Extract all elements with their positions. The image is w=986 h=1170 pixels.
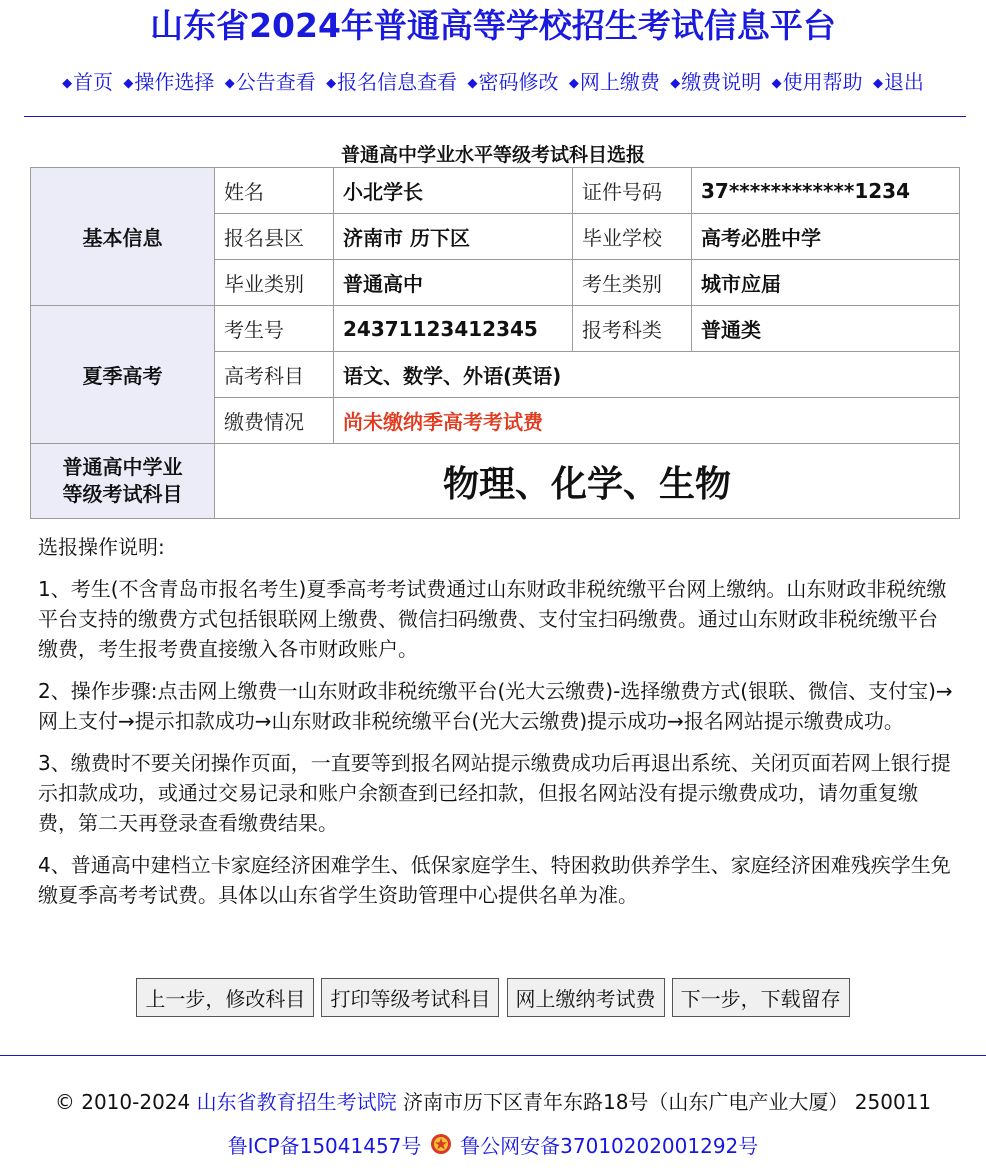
nav-password[interactable]: ◆密码修改 xyxy=(467,70,559,94)
page-title: 山东省2024年普通高等学校招生考试信息平台 xyxy=(150,6,836,45)
category-label: 报考科类 xyxy=(573,306,692,352)
diamond-icon: ◆ xyxy=(568,76,579,91)
copyright-text: © 2010-2024 xyxy=(54,1090,191,1114)
police-record-link[interactable]: 鲁公网安备37010202001292号 xyxy=(460,1134,759,1158)
address-text: 济南市历下区青年东路18号（山东广电产业大厦） 250011 xyxy=(402,1090,932,1114)
table-row xyxy=(31,306,960,352)
group-level-exam xyxy=(31,444,215,519)
icp-link[interactable]: 鲁ICP备15041457号 xyxy=(227,1134,422,1158)
footer-copyright xyxy=(0,1086,986,1115)
category-value: 普通类 xyxy=(692,306,960,352)
nav-online-payment[interactable]: ◆网上缴费 xyxy=(568,70,660,94)
diamond-icon: ◆ xyxy=(670,76,681,91)
diamond-icon: ◆ xyxy=(123,76,134,91)
diamond-icon: ◆ xyxy=(62,76,73,91)
nav-announcements[interactable]: ◆公告查看 xyxy=(224,70,316,94)
diamond-icon: ◆ xyxy=(872,76,883,91)
nav-operation[interactable]: ◆操作选择 xyxy=(123,70,215,94)
instructions xyxy=(38,532,953,922)
registration-info-table xyxy=(30,167,960,519)
nav-home[interactable]: ◆首页 xyxy=(62,70,114,94)
table-row xyxy=(31,168,960,214)
police-emblem-icon xyxy=(430,1133,452,1160)
school-label: 毕业学校 xyxy=(573,214,692,260)
action-buttons xyxy=(0,978,986,1017)
next-download-button[interactable]: 下一步，下载留存 xyxy=(672,978,850,1017)
county-value: 济南市 历下区 xyxy=(334,214,573,260)
name-value: 小北学长 xyxy=(334,168,573,214)
grad-type-label: 毕业类别 xyxy=(215,260,334,306)
top-nav xyxy=(0,66,986,96)
group-summer-exam: 夏季高考 xyxy=(31,306,215,444)
table-row xyxy=(31,444,960,519)
instruction-item: 1、考生(不含青岛市报名考生)夏季高考考试费通过山东财政非税统缴平台网上缴纳。山东财政非税统缴平台支持的缴费方式包括银联网上缴费、微信扫码缴费、支付宝扫码缴费。通过山东财政非税统缴平台缴费，考生报考费直接缴入各市财政账户。 xyxy=(38,577,947,661)
org-link[interactable]: 山东省教育招生考试院 xyxy=(196,1090,397,1114)
nav-logout[interactable]: ◆退出 xyxy=(872,70,924,94)
student-type-value: 城市应届 xyxy=(692,260,960,306)
footer-divider xyxy=(0,1055,986,1056)
fee-status: 尚未缴纳季高考考试费 xyxy=(334,398,960,444)
header-divider xyxy=(24,116,966,117)
nav-payment-info[interactable]: ◆缴费说明 xyxy=(670,70,762,94)
name-label: 姓名 xyxy=(215,168,334,214)
exam-no-label: 考生号 xyxy=(215,306,334,352)
group-basic-info: 基本信息 xyxy=(31,168,215,306)
prev-modify-subjects-button[interactable]: 上一步，修改科目 xyxy=(136,978,314,1017)
pay-exam-fee-button[interactable]: 网上缴纳考试费 xyxy=(507,978,665,1017)
diamond-icon: ◆ xyxy=(467,76,478,91)
footer-records xyxy=(0,1130,986,1160)
fee-label: 缴费情况 xyxy=(215,398,334,444)
diamond-icon: ◆ xyxy=(326,76,337,91)
instructions-heading: 选报操作说明: xyxy=(38,535,165,559)
nav-help[interactable]: ◆使用帮助 xyxy=(771,70,863,94)
instruction-item: 3、缴费时不要关闭操作页面，一直要等到报名网站提示缴费成功后再退出系统、关闭页面若网上银行提示扣款成功，或通过交易记录和账户余额查到已经扣款，但报名网站没有提示缴费成功，请勿重复缴费，第二天再登录查看缴费结果。 xyxy=(38,751,951,835)
id-label: 证件号码 xyxy=(573,168,692,214)
level-group-line1: 普通高中学业 xyxy=(62,455,183,479)
print-subjects-button[interactable]: 打印等级考试科目 xyxy=(321,978,499,1017)
instruction-item: 4、普通高中建档立卡家庭经济困难学生、低保家庭学生、特困救助供养学生、家庭经济困难残疾学生免缴夏季高考考试费。具体以山东省学生资助管理中心提供名单为准。 xyxy=(38,853,951,907)
subjects-value: 语文、数学、外语(英语) xyxy=(334,352,960,398)
grad-type-value: 普通高中 xyxy=(334,260,573,306)
table-caption: 普通高中学业水平等级考试科目选报 xyxy=(340,144,645,166)
exam-no-value: 24371123412345 xyxy=(334,306,573,352)
instruction-item: 2、操作步骤:点击网上缴费一山东财政非税统缴平台(光大云缴费)-选择缴费方式(银联、微信、支付宝)→网上支付→提示扣款成功→山东财政非税统缴平台(光大云缴费)提示成功→报名网站提示缴费成功。 xyxy=(38,679,953,733)
diamond-icon: ◆ xyxy=(771,76,782,91)
nav-registration-info[interactable]: ◆报名信息查看 xyxy=(326,70,458,94)
diamond-icon: ◆ xyxy=(224,76,235,91)
level-group-line2: 等级考试科目 xyxy=(62,482,183,506)
level-exam-subjects: 物理、化学、生物 xyxy=(215,444,960,519)
school-value: 高考必胜中学 xyxy=(692,214,960,260)
student-type-label: 考生类别 xyxy=(573,260,692,306)
id-value: 37************1234 xyxy=(692,168,960,214)
subjects-label: 高考科目 xyxy=(215,352,334,398)
county-label: 报名县区 xyxy=(215,214,334,260)
